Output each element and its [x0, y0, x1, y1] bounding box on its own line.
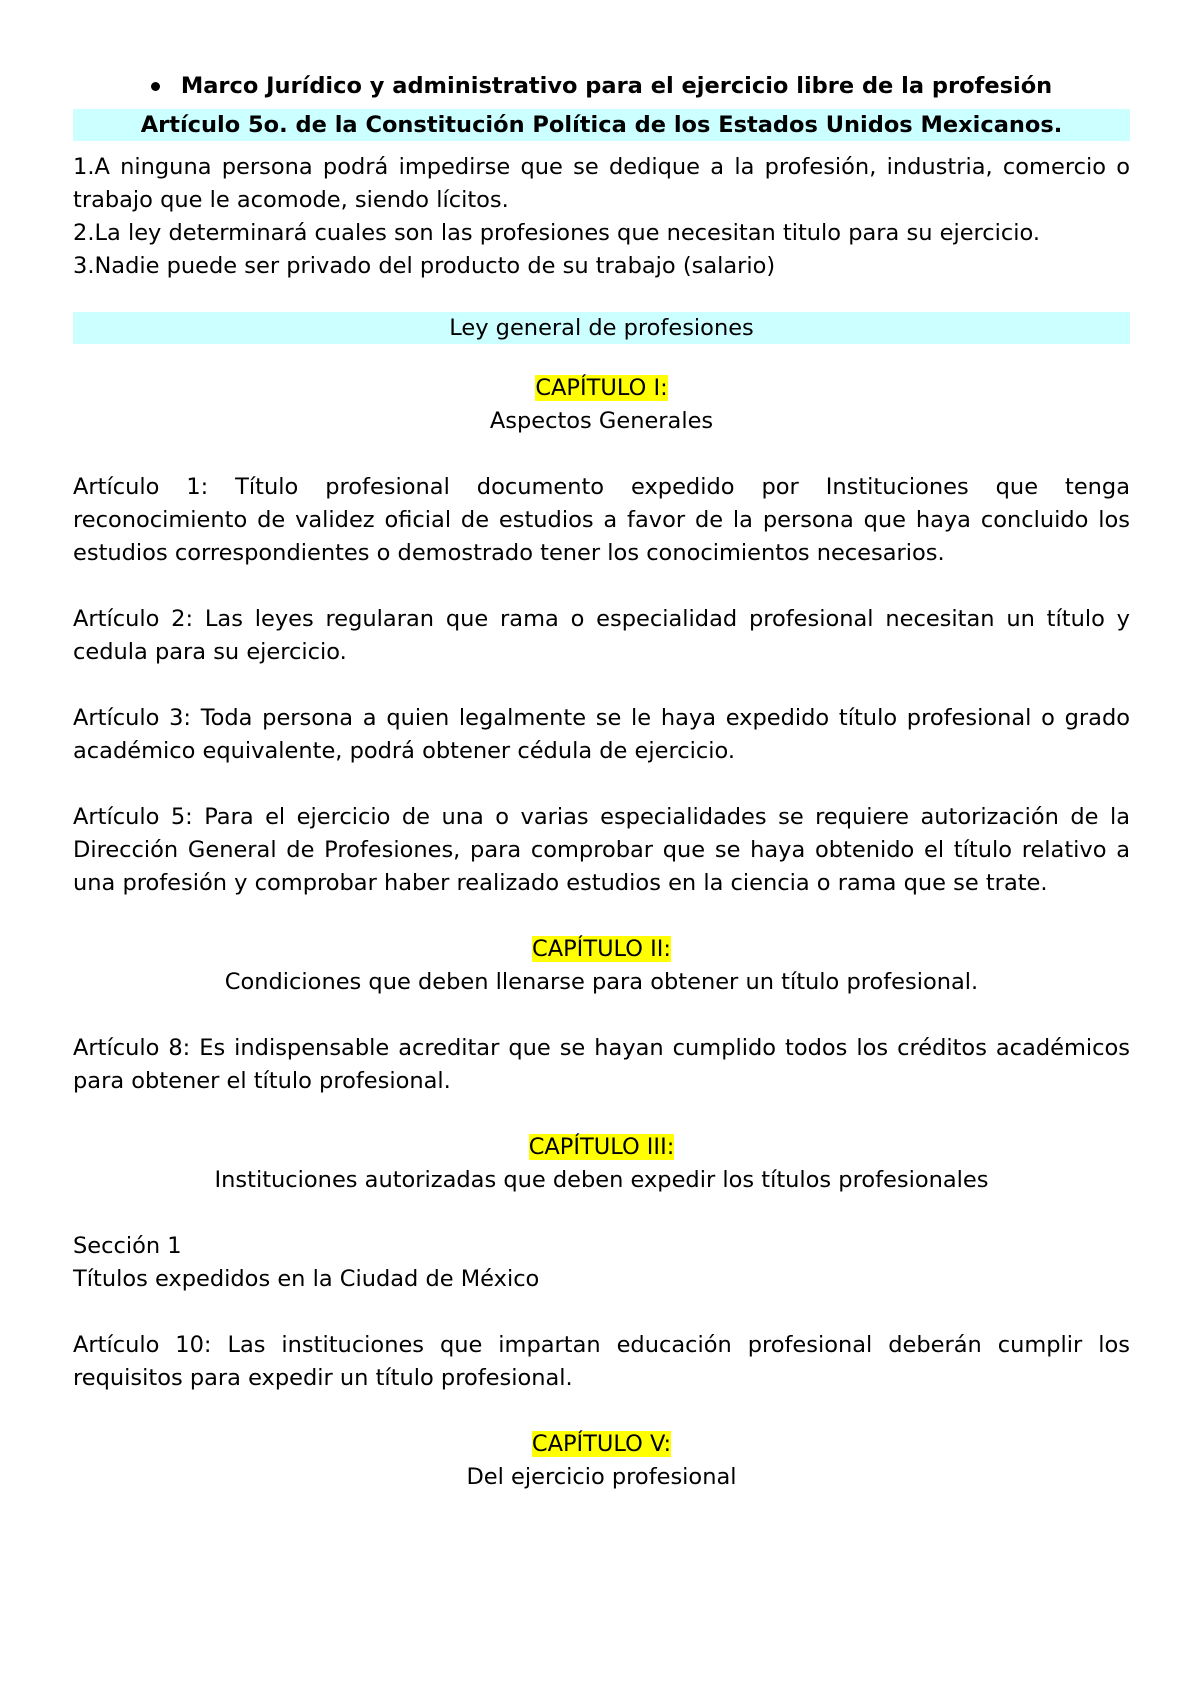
- chapter-1-label: CAPÍTULO I:: [535, 375, 668, 401]
- article-3: Artículo 3: Toda persona a quien legalmente se le haya expedido título profesional o grado académico equivalente, podrá obtener cédula de ejercicio.: [73, 705, 1130, 764]
- section-1-title: Títulos expedidos en la Ciudad de México: [73, 1266, 540, 1292]
- bullet-icon: [151, 82, 160, 91]
- article-1: Artículo 1: Título profesional documento expedido por Instituciones que tenga reconocimiento de validez oficial de estudios a favor de la persona que haya concluido los estudios correspondientes o demostrado tener los conocimientos necesarios.: [73, 474, 1130, 566]
- chapter-5-label-row: [73, 1428, 1130, 1461]
- bullet-heading: Marco Jurídico y administrativo para el ejercicio libre de la profesión: [180, 73, 1053, 99]
- article-10: Artículo 10: Las instituciones que impartan educación profesional deberán cumplir los requisitos para expedir un título profesional.: [73, 1332, 1130, 1391]
- article-2: Artículo 2: Las leyes regularan que rama o especialidad profesional necesitan un título y cedula para su ejercicio.: [73, 606, 1130, 665]
- chapter-2-title: Condiciones que deben llenarse para obtener un título profesional.: [224, 969, 979, 995]
- constitution-point-2: 2.La ley determinará cuales son las profesiones que necesitan titulo para su ejercicio.: [73, 220, 1041, 246]
- chapter-3-label-row: [73, 1131, 1130, 1164]
- section-1-label: Sección 1: [73, 1233, 182, 1259]
- constitution-point-1: 1.A ninguna persona podrá impedirse que se dedique a la profesión, industria, comercio o trabajo que le acomode, siendo lícitos.: [73, 154, 1130, 213]
- article-5: Artículo 5: Para el ejercicio de una o varias especialidades se requiere autorización de la Dirección General de Profesiones, para comprobar que se haya obtenido el título relativo a una profesión y comprobar haber realizado estudios en la ciencia o rama que se trate.: [73, 804, 1130, 896]
- bullet-heading-row: [73, 70, 1130, 103]
- chapter-3-label: CAPÍTULO III:: [528, 1134, 675, 1160]
- law-heading: Ley general de profesiones: [73, 312, 1130, 344]
- chapter-2-label-row: [73, 933, 1130, 966]
- constitution-point-3: 3.Nadie puede ser privado del producto de su trabajo (salario): [73, 253, 776, 279]
- document-body: [73, 70, 1130, 1494]
- chapter-5-label: CAPÍTULO V:: [531, 1431, 672, 1457]
- chapter-2-label: CAPÍTULO II:: [532, 936, 671, 962]
- chapter-1-title: Aspectos Generales: [489, 408, 714, 434]
- article-8: Artículo 8: Es indispensable acreditar que se hayan cumplido todos los créditos académicos para obtener el título profesional.: [73, 1035, 1130, 1094]
- chapter-1-label-row: [73, 372, 1130, 405]
- constitution-heading: Artículo 5o. de la Constitución Política de los Estados Unidos Mexicanos.: [73, 109, 1130, 141]
- chapter-3-title: Instituciones autorizadas que deben expedir los títulos profesionales: [214, 1167, 989, 1193]
- chapter-5-title: Del ejercicio profesional: [466, 1464, 737, 1490]
